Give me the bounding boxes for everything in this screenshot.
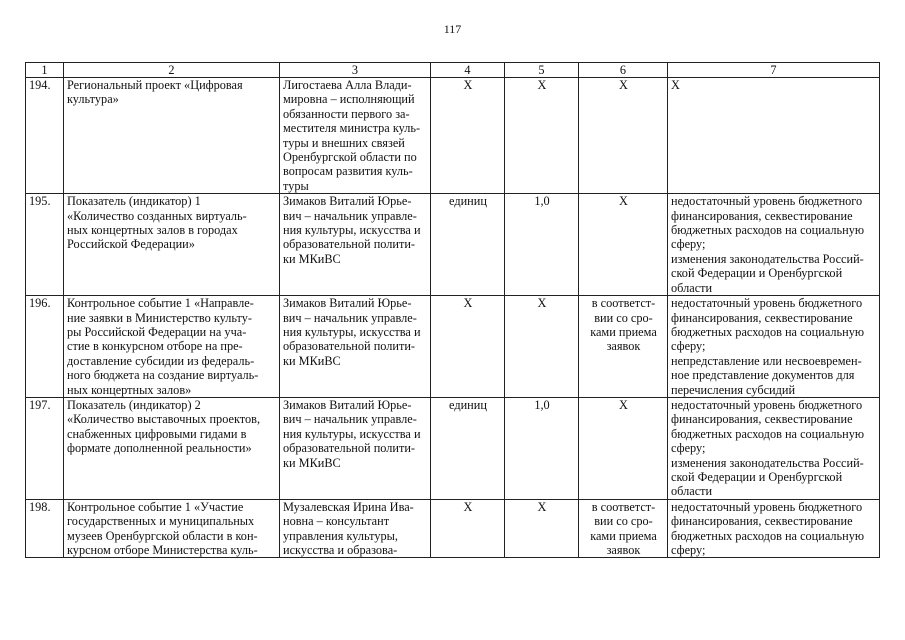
cell-text-line: X — [463, 78, 473, 92]
cell-text-line: государственных и муниципальных — [67, 514, 255, 529]
cell-text-line: области — [671, 280, 713, 295]
cell-text-line: Контрольное событие 1 «Участие — [67, 499, 244, 514]
measure-name-cell — [64, 194, 280, 296]
cell-text-line: ки МКиВС — [283, 251, 341, 266]
cell-text-line: ской Федерации и Оренбургской — [671, 469, 843, 484]
cell-text-line: области — [671, 484, 713, 499]
cell-text-line: ния культуры, искусства и — [283, 324, 421, 339]
cell-text-line: музеев Оренбургской области в кон- — [67, 528, 258, 543]
table-row — [26, 296, 880, 398]
cell-text-line: перечисления субсидий — [671, 382, 796, 397]
cell-text-line: заявок — [606, 339, 641, 354]
cell-text-line: местителя министра куль- — [283, 121, 421, 136]
cell-text-line: в соответст- — [591, 499, 656, 514]
cell-text-line: Показатель (индикатор) 1 — [67, 194, 201, 209]
cell-text-line: вии со сро- — [594, 310, 653, 325]
row-number-cell: 195. — [26, 194, 64, 296]
deadline-cell — [579, 296, 668, 398]
cell-text-line: доставление субсидии из федераль- — [67, 353, 255, 368]
value-cell — [505, 397, 579, 499]
value-cell — [505, 194, 579, 296]
column-header: 5 — [505, 63, 579, 78]
cell-text-line: ние заявки в Министерство культу- — [67, 310, 253, 325]
cell-text-line: финансирования, секвестирование — [671, 310, 853, 325]
unit-cell — [431, 499, 505, 558]
cell-text-line: «Количество выставочных проектов, — [67, 412, 261, 427]
cell-text-line: сферу; — [671, 543, 706, 557]
cell-text-line: ки МКиВС — [283, 455, 341, 470]
cell-text-line: ками приема — [590, 528, 657, 543]
table-row — [26, 499, 880, 558]
cell-text-line: изменения законодательства Россий- — [671, 455, 864, 470]
deadline-cell — [579, 194, 668, 296]
cell-text-line: вии со сро- — [594, 514, 653, 529]
cell-text-line: снабженных цифровыми гидами в — [67, 426, 247, 441]
column-header: 2 — [64, 63, 280, 78]
unit-cell — [431, 194, 505, 296]
cell-text-line: бюджетных расходов на социальную — [671, 324, 865, 339]
risks-cell — [668, 194, 880, 296]
measures-table — [25, 62, 880, 558]
cell-text-line: ного бюджета на создание виртуаль- — [67, 368, 259, 383]
risks-cell — [668, 296, 880, 398]
cell-text-line: вопросам развития куль- — [283, 164, 413, 179]
cell-text-line: вич – начальник управле- — [283, 412, 417, 427]
cell-text-line: образовательной полити- — [283, 339, 416, 354]
cell-text-line: единиц — [449, 397, 487, 412]
cell-text-line: 1,0 — [534, 397, 550, 412]
deadline-cell — [579, 78, 668, 194]
cell-text-line: Контрольное событие 1 «Направле- — [67, 296, 254, 311]
row-number-cell: 197. — [26, 397, 64, 499]
cell-text-line: ное представление документов для — [671, 368, 855, 383]
table-row — [26, 397, 880, 499]
cell-text-line: ки МКиВС — [283, 353, 341, 368]
cell-text-line: Оренбургской области по — [283, 150, 417, 165]
cell-text-line: вич – начальник управле- — [283, 208, 417, 223]
cell-text-line: сферу; — [671, 441, 706, 456]
cell-text-line: Зимаков Виталий Юрье- — [283, 194, 412, 209]
cell-text-line: непредставление или несвоевремен- — [671, 353, 862, 368]
cell-text-line: образовательной полити- — [283, 441, 416, 456]
cell-text-line: ных концертных залов в городах — [67, 223, 238, 238]
cell-text-line: культура» — [67, 92, 119, 107]
unit-cell — [431, 296, 505, 398]
cell-text-line: бюджетных расходов на социальную — [671, 426, 865, 441]
cell-text-line: X — [463, 499, 473, 514]
risks-cell — [668, 397, 880, 499]
cell-text-line: в соответст- — [591, 296, 656, 311]
responsible-cell — [280, 194, 431, 296]
cell-text-line: вич – начальник управле- — [283, 310, 417, 325]
cell-text-line: туры — [283, 178, 309, 193]
cell-text-line: X — [619, 397, 628, 412]
responsible-cell — [280, 499, 431, 558]
responsible-cell — [280, 397, 431, 499]
cell-text-line: «Количество созданных виртуаль- — [67, 208, 247, 223]
cell-text-line: X — [619, 78, 628, 92]
row-number-cell: 196. — [26, 296, 64, 398]
cell-text-line: управления культуры, — [283, 528, 398, 543]
cell-text-line: ками приема — [590, 324, 657, 339]
cell-text-line: Показатель (индикатор) 2 — [67, 397, 201, 412]
cell-text-line: сферу; — [671, 237, 706, 252]
cell-text-line: недостаточный уровень бюджетного — [671, 194, 863, 209]
cell-text-line: Музалевская Ирина Ива- — [283, 499, 414, 514]
column-header: 1 — [26, 63, 64, 78]
measure-name-cell — [64, 499, 280, 558]
measure-name-cell — [64, 397, 280, 499]
cell-text-line: финансирования, секвестирование — [671, 412, 853, 427]
column-header: 3 — [280, 63, 431, 78]
value-cell — [505, 499, 579, 558]
measure-name-cell — [64, 296, 280, 398]
cell-text-line: стие в конкурсном отборе на пре- — [67, 339, 243, 354]
cell-text-line: финансирования, секвестирование — [671, 514, 853, 529]
page-number: 117 — [443, 22, 462, 36]
cell-text-line: финансирования, секвестирование — [671, 208, 853, 223]
cell-text-line: курсном отборе Министерства куль- — [67, 543, 258, 557]
cell-text-line: искусства и образова- — [283, 543, 398, 557]
cell-text-line: туры и внешних связей — [283, 135, 405, 150]
cell-text-line: X — [671, 78, 680, 92]
cell-text-line: X — [463, 296, 473, 311]
cell-text-line: образовательной полити- — [283, 237, 416, 252]
cell-text-line: 1,0 — [534, 194, 550, 209]
cell-text-line: обязанности первого за- — [283, 106, 410, 121]
cell-text-line: заявок — [606, 543, 641, 557]
row-number-cell: 194. — [26, 78, 64, 194]
cell-text-line: X — [619, 194, 628, 209]
column-number-row — [26, 63, 880, 78]
responsible-cell — [280, 78, 431, 194]
unit-cell — [431, 78, 505, 194]
column-header: 4 — [431, 63, 505, 78]
cell-text-line: Региональный проект «Цифровая — [67, 78, 243, 92]
cell-text-line: ской Федерации и Оренбургской — [671, 266, 843, 281]
cell-text-line: бюджетных расходов на социальную — [671, 528, 865, 543]
table-row — [26, 194, 880, 296]
risks-cell — [668, 78, 880, 194]
cell-text-line: единиц — [449, 194, 487, 209]
cell-text-line: ния культуры, искусства и — [283, 223, 421, 238]
cell-text-line: X — [537, 296, 547, 311]
cell-text-line: Зимаков Виталий Юрье- — [283, 397, 412, 412]
cell-text-line: ных концертных залов» — [67, 382, 192, 397]
unit-cell — [431, 397, 505, 499]
cell-text-line: недостаточный уровень бюджетного — [671, 397, 863, 412]
column-header: 6 — [579, 63, 668, 78]
row-number-cell: 198. — [26, 499, 64, 558]
cell-text-line: изменения законодательства Россий- — [671, 251, 864, 266]
responsible-cell — [280, 296, 431, 398]
cell-text-line: X — [537, 499, 547, 514]
value-cell — [505, 78, 579, 194]
deadline-cell — [579, 499, 668, 558]
cell-text-line: Зимаков Виталий Юрье- — [283, 296, 412, 311]
cell-text-line: сферу; — [671, 339, 706, 354]
cell-text-line: новна – консультант — [283, 514, 390, 529]
table-row — [26, 78, 880, 194]
cell-text-line: мировна – исполняющий — [283, 92, 415, 107]
cell-text-line: Лигостаева Алла Влади- — [283, 78, 412, 92]
cell-text-line: бюджетных расходов на социальную — [671, 223, 865, 238]
cell-text-line: Российской Федерации» — [67, 237, 195, 252]
column-header: 7 — [668, 63, 880, 78]
cell-text-line: ры Российской Федерации на уча- — [67, 324, 247, 339]
cell-text-line: ния культуры, искусства и — [283, 426, 421, 441]
cell-text-line: формате дополненной реальности» — [67, 441, 252, 456]
risks-cell — [668, 499, 880, 558]
measure-name-cell — [64, 78, 280, 194]
value-cell — [505, 296, 579, 398]
cell-text-line: недостаточный уровень бюджетного — [671, 499, 863, 514]
deadline-cell — [579, 397, 668, 499]
cell-text-line: недостаточный уровень бюджетного — [671, 296, 863, 311]
cell-text-line: X — [537, 78, 547, 92]
